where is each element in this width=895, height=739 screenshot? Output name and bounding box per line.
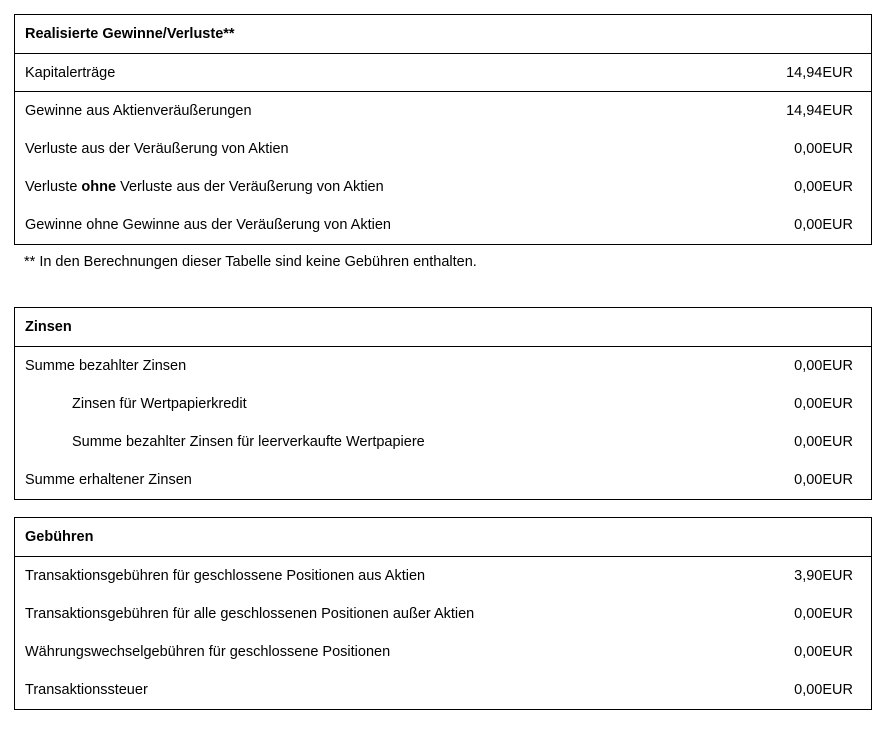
row-value: 0,00 EUR <box>794 179 853 195</box>
row-value: 14,94 EUR <box>786 64 853 81</box>
table-row <box>15 206 871 244</box>
row-label: Gewinne aus Aktienveräußerungen <box>25 103 252 119</box>
table-row <box>15 595 871 633</box>
table-header: Gebühren <box>15 518 871 557</box>
table-row <box>15 633 871 671</box>
realized-gains-losses-table <box>14 14 872 245</box>
table-header: Realisierte Gewinne/Verluste** <box>15 15 871 54</box>
row-value: 14,94 EUR <box>786 103 853 119</box>
footnote: ** In den Berechnungen dieser Tabelle sind keine Gebühren enthalten. <box>24 254 477 270</box>
row-value: 0,00 EUR <box>794 358 853 374</box>
table-row <box>15 92 871 130</box>
interest-table <box>14 307 872 500</box>
table-header: Zinsen <box>15 308 871 347</box>
table-row <box>15 671 871 709</box>
row-value: 3,90 EUR <box>794 568 853 584</box>
row-value: 0,00 EUR <box>794 472 853 488</box>
table-row <box>15 347 871 385</box>
row-label: Transaktionsgebühren für alle geschlossenen Positionen außer Aktien <box>25 606 475 622</box>
row-label: Summe bezahlter Zinsen <box>25 358 187 374</box>
row-value: 0,00 EUR <box>794 682 853 698</box>
row-value: 0,00 EUR <box>794 434 853 450</box>
row-label: Kapitalerträge <box>25 64 116 81</box>
table-row <box>15 557 871 595</box>
row-value: 0,00 EUR <box>794 606 853 622</box>
table-row <box>15 423 871 461</box>
row-value: 0,00 EUR <box>794 217 853 233</box>
row-value: 0,00 EUR <box>794 644 853 660</box>
fees-table <box>14 517 872 710</box>
row-value: 0,00 EUR <box>794 396 853 412</box>
row-label: Summe bezahlter Zinsen für leerverkaufte Wertpapiere <box>72 434 425 450</box>
row-label: Summe erhaltener Zinsen <box>25 472 192 488</box>
table-row <box>15 54 871 92</box>
row-value: 0,00 EUR <box>794 141 853 157</box>
table-row <box>15 385 871 423</box>
row-label: Währungswechselgebühren für geschlossene Positionen <box>25 644 391 660</box>
table-row <box>15 130 871 168</box>
row-label: Verluste ohne Verluste aus der Veräußerung von Aktien <box>25 179 384 195</box>
row-label: Zinsen für Wertpapierkredit <box>72 396 247 412</box>
table-row <box>15 168 871 206</box>
table-row <box>15 461 871 499</box>
row-label: Verluste aus der Veräußerung von Aktien <box>25 141 289 157</box>
row-label: Transaktionssteuer <box>25 682 148 698</box>
row-label: Gewinne ohne Gewinne aus der Veräußerung von Aktien <box>25 217 391 233</box>
row-label: Transaktionsgebühren für geschlossene Positionen aus Aktien <box>25 568 426 584</box>
